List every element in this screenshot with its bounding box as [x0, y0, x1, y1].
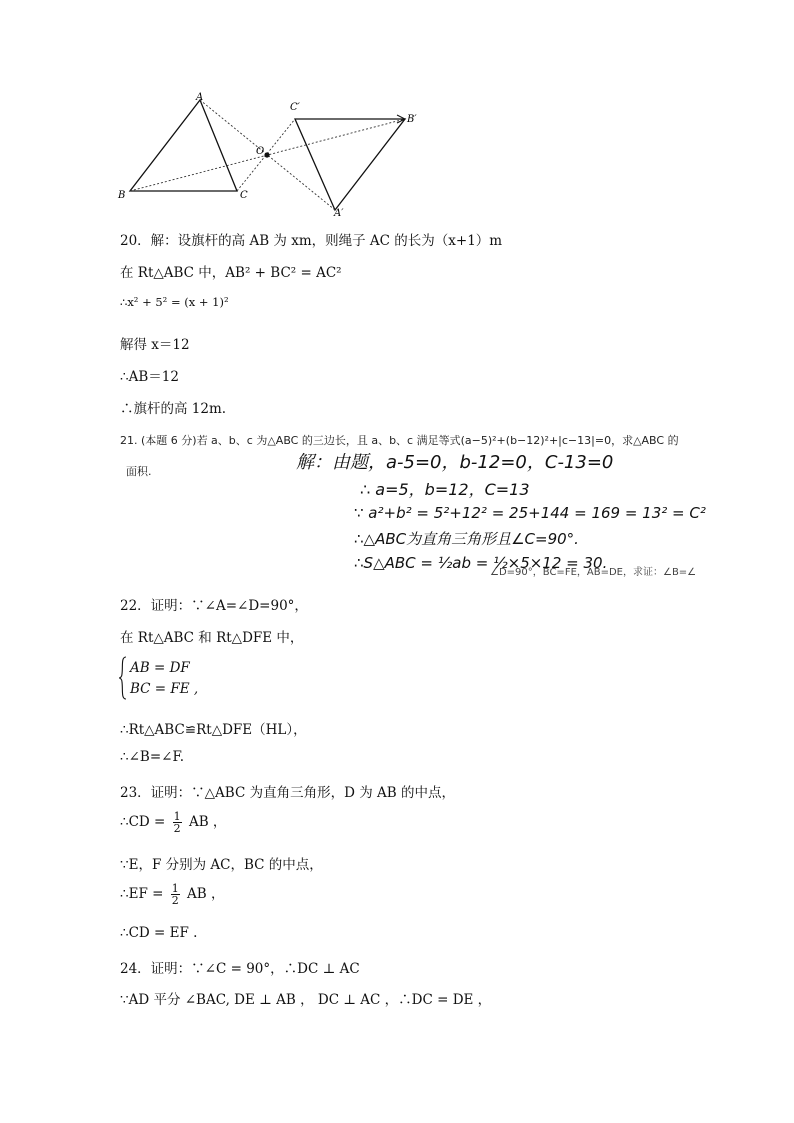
hand-line-5: ∴S△ABC = ½ab = ½×5×12 = 30. — [354, 554, 608, 572]
cut-off-text: ∠D=90°，BC=FE，AB=DE，求证：∠B=∠ — [490, 567, 697, 578]
label-a-prime: A′ — [334, 208, 344, 219]
fraction-numerator: 1 — [173, 810, 181, 823]
fraction-denominator: 2 — [171, 894, 179, 907]
q22-line-1: 22．证明：∵∠A=∠D=90°， — [120, 598, 308, 614]
q20-line-5: ∴AB＝12 — [120, 369, 179, 385]
geometry-figure — [110, 88, 430, 223]
q22-line-4: ∴∠B=∠F. — [120, 749, 184, 765]
q23-ef-prefix: ∴EF = — [120, 886, 164, 902]
hand-line-1: 解：由题，a-5=0，b-12=0，C-13=0 — [296, 452, 614, 473]
q20-line-6: ∴旗杆的高 12m. — [120, 401, 227, 417]
handwritten-solution — [290, 448, 706, 578]
q23-ef-suffix: AB ， — [187, 886, 225, 902]
q23-line-3: ∵E，F 分别为 AC，BC 的中点， — [120, 857, 323, 873]
label-b-prime: B′ — [407, 114, 417, 125]
point-o — [264, 152, 269, 157]
q23-line-4 — [120, 882, 224, 906]
q23-cd-suffix: AB ， — [188, 814, 227, 830]
system-eq-2: BC = FE , — [130, 681, 199, 697]
q20-line-3: ∴x² + 5² = (x + 1)² — [120, 295, 229, 309]
system-eq-1: AB = DF — [130, 660, 190, 676]
hand-line-4: ∴△ABC为直角三角形且∠C=90°. — [354, 530, 579, 548]
label-b: B — [118, 190, 126, 201]
q21-question: 21. (本题 6 分)若 a、b、c 为△ABC 的三边长，且 a、b、c 满足等式(a−5)²+(b−12)²+|c−13|=0，求△ABC 的 — [120, 434, 679, 447]
handwriting-image — [290, 448, 706, 578]
q23-line-2 — [120, 810, 226, 834]
fraction-denominator: 2 — [173, 822, 181, 835]
q22-line-3: ∴Rt△ABC≌Rt△DFE（HL）， — [120, 722, 307, 738]
q23-line-1: 23．证明：∵△ABC 为直角三角形，D 为 AB 的中点， — [120, 785, 455, 801]
q20-line-2: 在 Rt△ABC 中，AB² + BC² = AC² — [120, 265, 342, 281]
triangle-abc — [130, 100, 237, 191]
fraction-numerator: 1 — [171, 882, 179, 895]
q24-line-2: ∵AD 平分 ∠BAC, DE ⊥ AB ， DC ⊥ AC ，∴DC = DE ， — [120, 992, 492, 1008]
label-a: A — [196, 92, 204, 103]
label-c-prime: C′ — [290, 102, 300, 113]
q24-line-1: 24．证明：∵∠C = 90°，∴DC ⊥ AC — [120, 961, 360, 977]
q22-line-2: 在 Rt△ABC 和 Rt△DFE 中， — [120, 630, 304, 646]
left-brace — [118, 656, 128, 700]
q23-cd-prefix: ∴CD = — [120, 814, 166, 830]
q20-line-4: 解得 x＝12 — [120, 337, 190, 353]
triangle-rotation-diagram — [110, 88, 430, 223]
q23-line-5: ∴CD = EF . — [120, 925, 198, 941]
triangle-a2b2c2 — [295, 119, 405, 210]
label-c: C — [240, 190, 248, 201]
label-o: O — [256, 146, 265, 157]
fraction-half — [171, 883, 180, 906]
q21-question-cont: 面积. — [126, 465, 152, 478]
fraction-half — [173, 811, 182, 834]
q20-line-1: 20．解：设旗杆的高 AB 为 xm，则绳子 AC 的长为（x+1）m — [120, 233, 503, 249]
hand-line-2: ∴ a=5，b=12，C=13 — [360, 480, 530, 499]
hand-line-3: ∵ a²+b² = 5²+12² = 25+144 = 169 = 13² = C² — [354, 504, 706, 522]
